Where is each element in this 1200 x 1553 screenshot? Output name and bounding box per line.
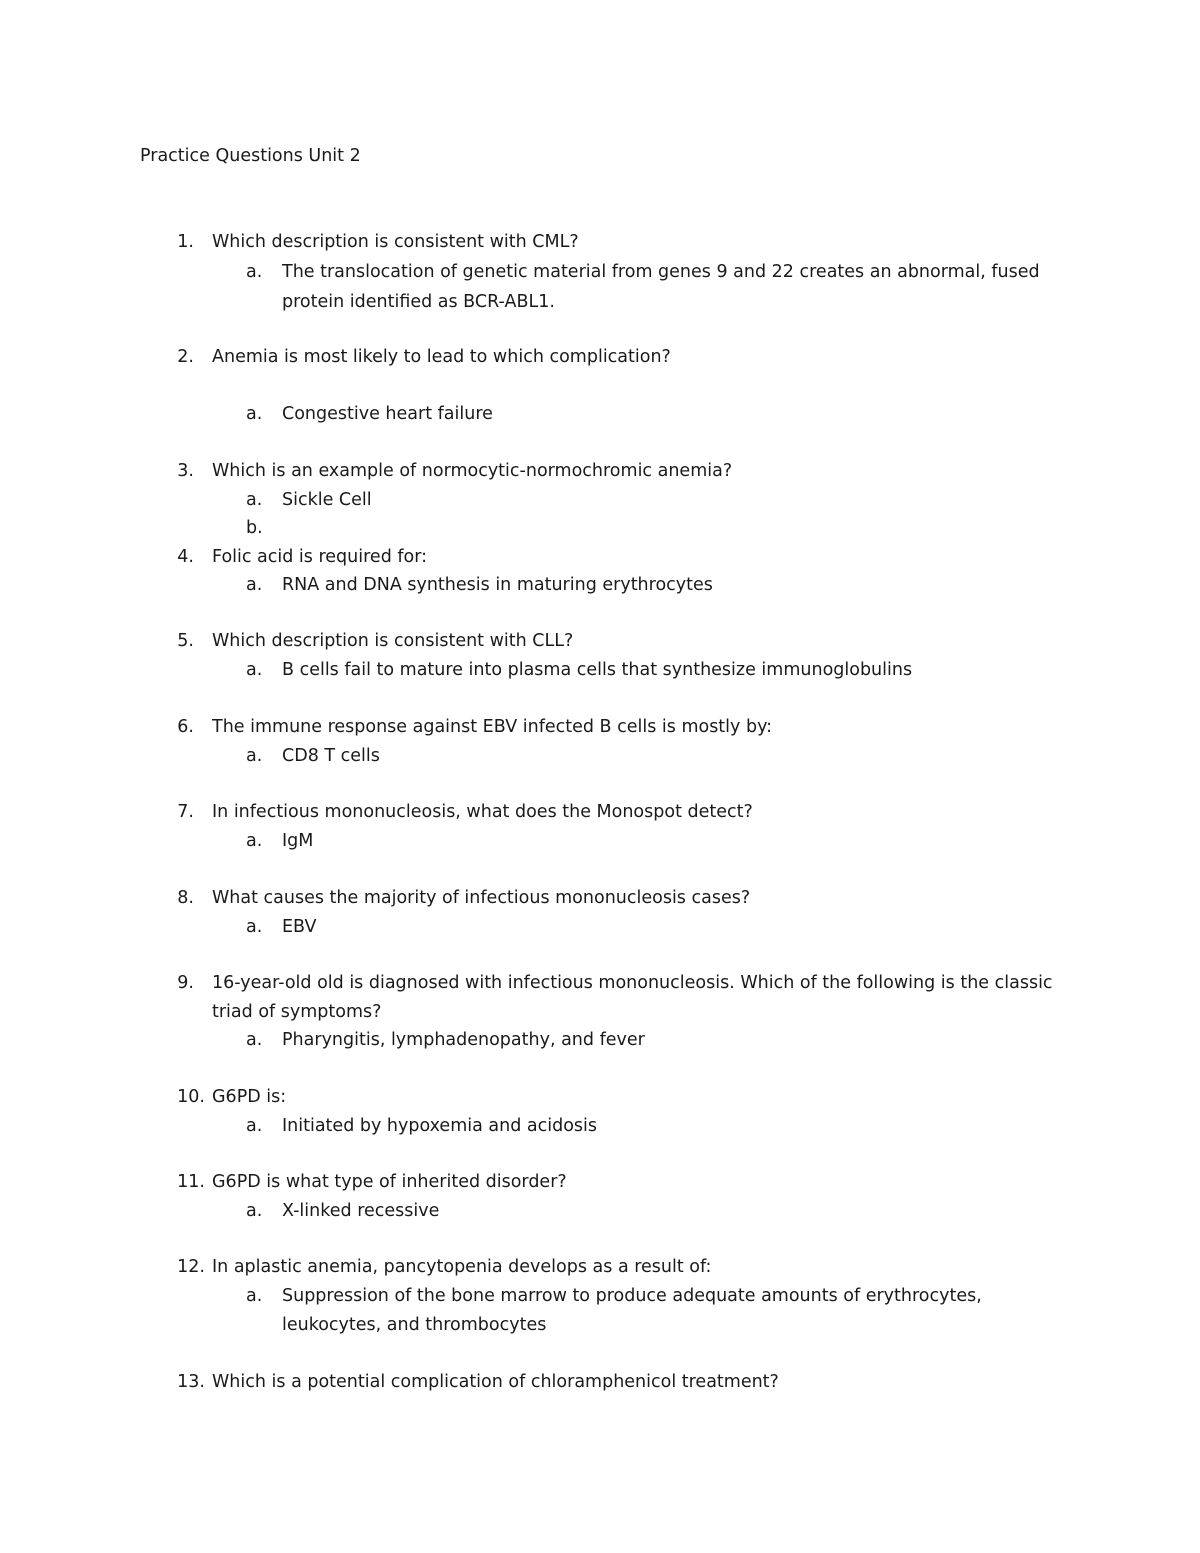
question-number: 7. <box>177 802 194 822</box>
answer-letter: a. <box>246 490 263 510</box>
answer-text: IgM <box>282 831 314 851</box>
question-number: 13. <box>177 1372 205 1392</box>
question-text: In aplastic anemia, pancytopenia develops as a result of: <box>212 1257 712 1277</box>
question-text: The immune response against EBV infected B cells is mostly by: <box>212 717 773 737</box>
answer-letter: a. <box>246 1030 263 1050</box>
answer-letter: b. <box>246 518 263 538</box>
answer-letter: a. <box>246 404 263 424</box>
question-number: 11. <box>177 1172 205 1192</box>
answer-letter: a. <box>246 575 263 595</box>
question-number: 2. <box>177 347 194 367</box>
answer-letter: a. <box>246 1286 263 1306</box>
answer-text: B cells fail to mature into plasma cells that synthesize immunoglobulins <box>282 660 913 680</box>
answer-text: leukocytes, and thrombocytes <box>282 1315 547 1335</box>
document-title: Practice Questions Unit 2 <box>140 146 361 166</box>
question-text: Which description is consistent with CLL? <box>212 631 574 651</box>
question-text: Which is an example of normocytic-normochromic anemia? <box>212 461 733 481</box>
answer-letter: a. <box>246 746 263 766</box>
answer-letter: a. <box>246 1116 263 1136</box>
question-text: Which description is consistent with CML? <box>212 232 579 252</box>
question-number: 8. <box>177 888 194 908</box>
question-number: 5. <box>177 631 194 651</box>
answer-text: X-linked recessive <box>282 1201 440 1221</box>
question-number: 9. <box>177 973 194 993</box>
question-text: G6PD is what type of inherited disorder? <box>212 1172 567 1192</box>
question-text: Anemia is most likely to lead to which complication? <box>212 347 671 367</box>
question-text: Folic acid is required for: <box>212 547 428 567</box>
question-number: 1. <box>177 232 194 252</box>
question-text: Which is a potential complication of chloramphenicol treatment? <box>212 1372 779 1392</box>
question-number: 6. <box>177 717 194 737</box>
answer-text: protein identified as BCR-ABL1. <box>282 292 555 312</box>
question-number: 4. <box>177 547 194 567</box>
answer-text: Initiated by hypoxemia and acidosis <box>282 1116 597 1136</box>
answer-text: Suppression of the bone marrow to produce adequate amounts of erythrocytes, <box>282 1286 982 1306</box>
question-number: 3. <box>177 461 194 481</box>
question-text: G6PD is: <box>212 1087 287 1107</box>
question-text: 16-year-old old is diagnosed with infectious mononucleosis. Which of the following is the classic <box>212 973 1053 993</box>
answer-letter: a. <box>246 1201 263 1221</box>
answer-letter: a. <box>246 660 263 680</box>
question-text: triad of symptoms? <box>212 1002 382 1022</box>
answer-text: Pharyngitis, lymphadenopathy, and fever <box>282 1030 645 1050</box>
answer-text: Sickle Cell <box>282 490 372 510</box>
answer-text: CD8 T cells <box>282 746 380 766</box>
answer-text: The translocation of genetic material from genes 9 and 22 creates an abnormal, fused <box>282 262 1040 282</box>
answer-text: EBV <box>282 917 317 937</box>
answer-letter: a. <box>246 262 263 282</box>
question-number: 12. <box>177 1257 205 1277</box>
answer-text: Congestive heart failure <box>282 404 493 424</box>
answer-letter: a. <box>246 831 263 851</box>
answer-letter: a. <box>246 917 263 937</box>
question-number: 10. <box>177 1087 205 1107</box>
answer-text: RNA and DNA synthesis in maturing erythrocytes <box>282 575 713 595</box>
question-text: In infectious mononucleosis, what does the Monospot detect? <box>212 802 753 822</box>
question-text: What causes the majority of infectious mononucleosis cases? <box>212 888 751 908</box>
